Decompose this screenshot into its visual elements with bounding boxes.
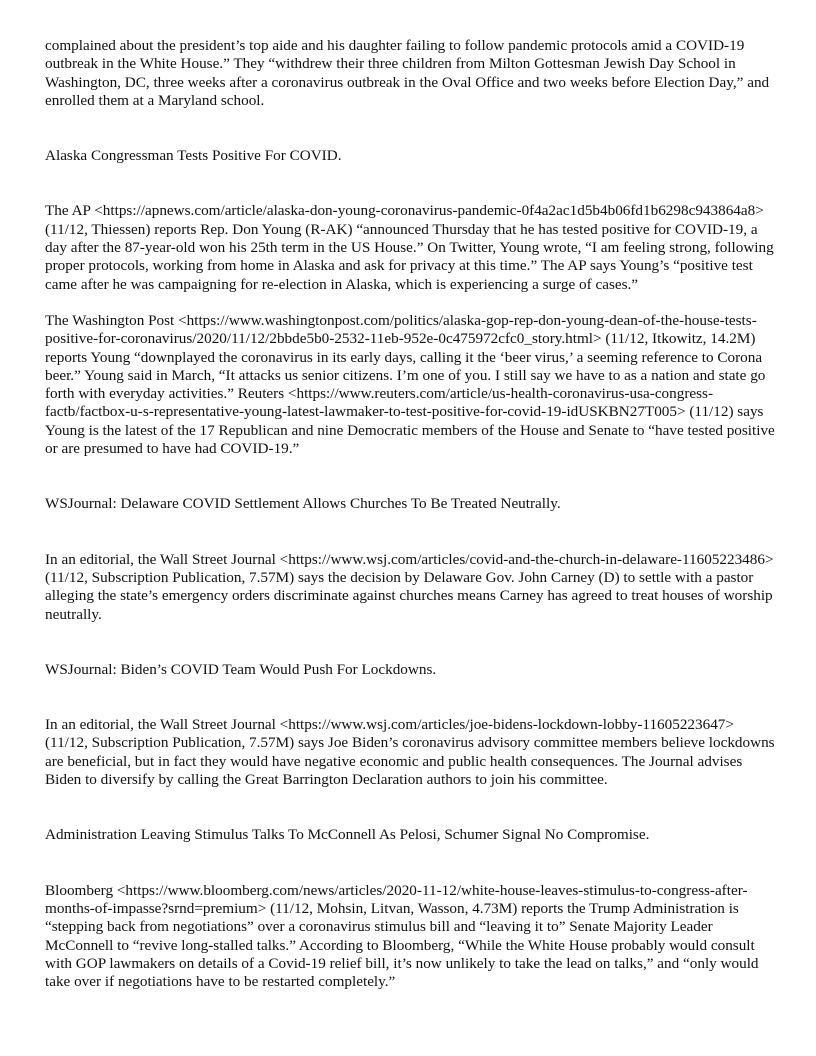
headline-biden-covid-team: WSJournal: Biden’s COVID Team Would Push For Lockdowns. [45, 660, 437, 678]
paragraph-washington-post-young: The Washington Post <https://www.washingtonpost.com/politics/alaska-gop-rep-don-young-dean-of-the-house-tests-positive-for-coronavirus/2020/11/12/2bbde5b0-2532-11eb-952e-0c475972cfc0_story.html> (11/12, Itkowitz, 14.2M) reports Young “downplayed the coronavirus in its early days, calling it the ‘beer virus,’ a seeming reference to Corona beer.” Young said in March, “It attacks us senior citizens. I’m one of you. I still say we have to as a nation and state go forth with everyday activities.” Reuters <https://www.reuters.com/article/us-health-coronavirus-usa-congress-factb/factbox-u-s-representative-young-latest-lawmaker-to-test-positive-for-covid-19-idUSKBN27T005> (11/12) says Young is the latest of the 17 Republican and nine Democratic members of the House and Senate to “have tested positive or are presumed to have had COVID-19.” [45, 311, 775, 458]
paragraph-bloomberg-stimulus: Bloomberg <https://www.bloomberg.com/news/articles/2020-11-12/white-house-leaves-stimulus-to-congress-after-months-of-impasse?srnd=premium> (11/12, Mohsin, Litvan, Wasson, 4.73M) reports the Trump Administration is “stepping back from negotiations” over a coronavirus stimulus bill and “leaving it to” Senate Majority Leader McConnell to “revive long-stalled talks.” According to Bloomberg, “While the White House probably would consult with GOP lawmakers on details of a Covid-19 relief bill, it’s now unlikely to take the lead on talks,” and “only would take over if negotiations have to be restarted completely.” [45, 881, 759, 991]
paragraph-wsj-delaware: In an editorial, the Wall Street Journal <https://www.wsj.com/articles/covid-and-the-church-in-delaware-11605223486> (11/12, Subscription Publication, 7.57M) says the decision by Delaware Gov. John Carney (D) to settle with a pastor alleging the state’s emergency orders discriminate against churches means Carney has agreed to treat houses of worship neutrally. [45, 550, 774, 623]
headline-alaska-congressman: Alaska Congressman Tests Positive For COVID. [45, 147, 342, 165]
paragraph-wsj-biden-lockdowns: In an editorial, the Wall Street Journal <https://www.wsj.com/articles/joe-bidens-lockdown-lobby-11605223647> (11/12, Subscription Publication, 7.57M) says Joe Biden’s coronavirus advisory committee members believe lockdowns are beneficial, but in fact they would have negative economic and public health consequences. The Journal advises Biden to diversify by calling the Great Barrington Declaration authors to join his committee. [45, 716, 775, 789]
headline-delaware-settlement: WSJournal: Delaware COVID Settlement Allows Churches To Be Treated Neutrally. [45, 495, 561, 513]
paragraph-white-house-outbreak: complained about the president’s top aide and his daughter failing to follow pandemic protocols amid a COVID-19 outbreak in the White House.” They “withdrew their three children from Milton Gottesman Jewish Day School in Washington, DC, three weeks after a coronavirus outbreak in the Oval Office and two weeks before Election Day,” and enrolled them at a Maryland school. [45, 37, 770, 109]
document-page [45, 37, 775, 991]
headline-stimulus-talks: Administration Leaving Stimulus Talks To McConnell As Pelosi, Schumer Signal No Compromise. [45, 826, 650, 844]
paragraph-ap-don-young: The AP <https://apnews.com/article/alaska-don-young-coronavirus-pandemic-0f4a2ac1d5b4b06fd1b6298c943864a8> (11/12, Thiessen) reports Rep. Don Young (R-AK) “announced Thursday that he has tested positive for COVID-19, a day after the 87-year-old won his 25th term in the US House.” On Twitter, Young wrote, “I am feeling strong, following proper protocols, working from home in Alaska and ask for privacy at this time.” The AP says Young’s “positive test came after he was campaigning for re-election in Alaska, which is experiencing a surge of cases.” [45, 202, 774, 293]
